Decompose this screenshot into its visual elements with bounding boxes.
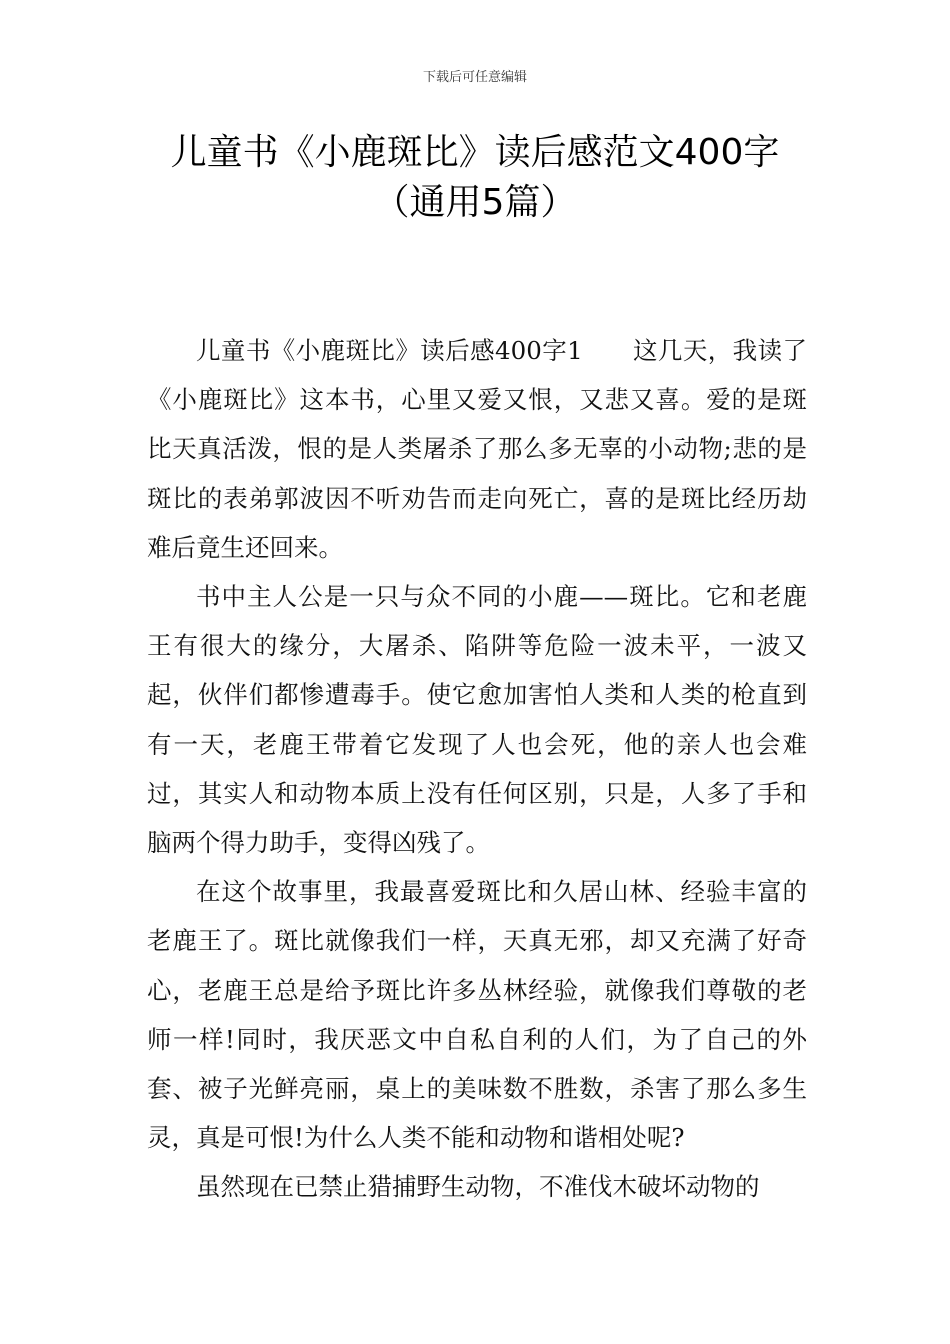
paragraph-2: 书中主人公是一只与众不同的小鹿——斑比。它和老鹿王有很大的缘分，大屠杀、陷阱等危险一波未平，一波又起，伙伴们都惨遭毒手。使它愈加害怕人类和人类的枪直到有一天，老鹿王带着它发现了人也会死，他的亲人也会难过，其实人和动物本质上没有任何区别，只是，人多了手和脑两个得力助手，变得凶残了。 [147, 582, 807, 858]
header-note: 下载后可任意编辑 [422, 70, 527, 85]
title-line-1: 儿童书《小鹿斑比》读后感范文400字 [170, 132, 780, 173]
paragraph-3: 在这个故事里，我最喜爱斑比和久居山林、经验丰富的老鹿王了。斑比就像我们一样，天真无邪，却又充满了好奇心，老鹿王总是给予斑比许多丛林经验，就像我们尊敬的老师一样!同时，我厌恶文中自私自利的人们，为了自己的外套、被子光鲜亮丽，桌上的美味数不胜数，杀害了那么多生灵，真是可恨!为什么人类不能和动物和谐相处呢? [147, 877, 807, 1153]
title-line-2: （通用5篇） [373, 182, 577, 223]
paragraph-1: 儿童书《小鹿斑比》读后感400字1 这几天，我读了《小鹿斑比》这本书，心里又爱又恨，又悲又喜。爱的是斑比天真活泼，恨的是人类屠杀了那么多无辜的小动物;悲的是斑比的表弟郭波因不听劝告而走向死亡，喜的是斑比经历劫难后竟生还回来。 [147, 336, 807, 562]
document-title [120, 128, 830, 228]
document-body [147, 326, 807, 1212]
paragraph-4: 虽然现在已禁止猎捕野生动物，不准伐木破坏动物的 [196, 1172, 760, 1202]
